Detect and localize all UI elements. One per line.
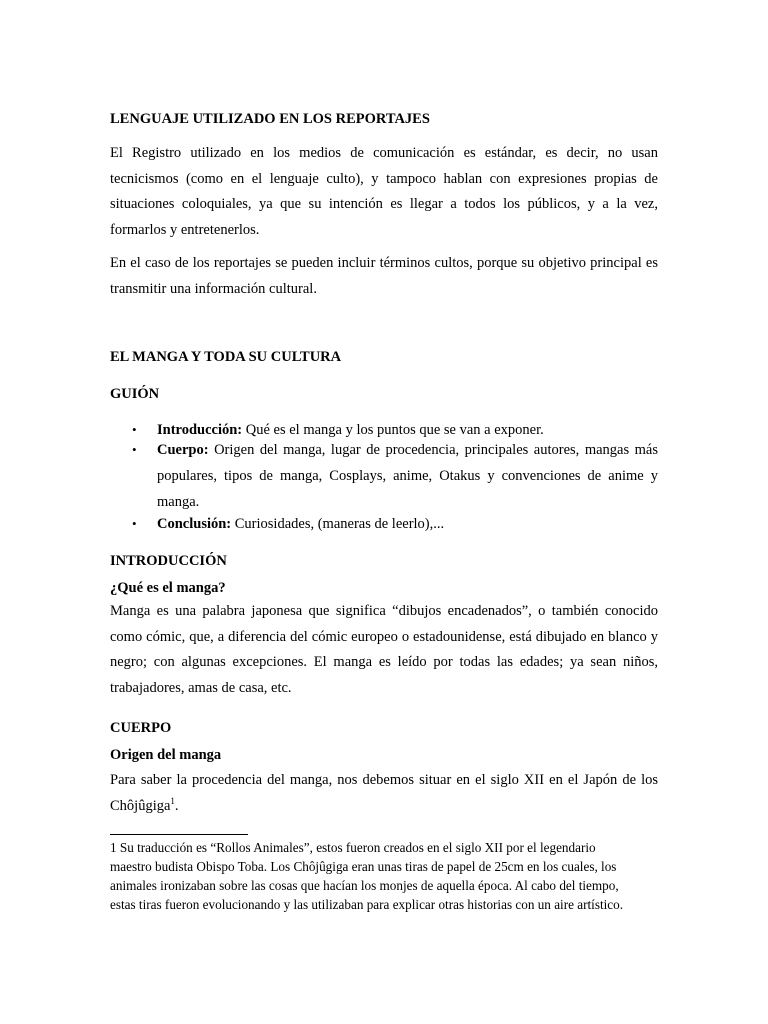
subheading-que-es-manga: ¿Qué es el manga?	[110, 580, 226, 596]
heading-cuerpo: CUERPO	[110, 720, 172, 736]
footnote-reference[interactable]: 1	[170, 795, 175, 806]
list-item-label: Introducción:	[157, 422, 243, 438]
paragraph-manga-definicion: Manga es una palabra japonesa que significa “dibujos encadenados”, o también conocido como cómic, que, a diferencia del cómic europeo o estadounidense, está dibujado en blanco y negro; con algunas excepciones. El manga es leído por todas las edades; ya sean niños, trabajadores, amas de casa, etc.	[110, 603, 658, 696]
list-item-text: Origen del manga, lugar de procedencia, principales autores, mangas más populares, tipos de manga, Cosplays, anime, Otakus y convenciones de anime y manga.	[157, 442, 658, 510]
footnote-divider	[110, 834, 248, 835]
list-item-label: Conclusión:	[157, 516, 232, 532]
guion-list	[110, 421, 658, 533]
bullet-icon: •	[132, 516, 137, 531]
paragraph-procedencia-end: .	[174, 797, 179, 814]
heading-lenguaje: LENGUAJE UTILIZADO EN LOS REPORTAJES	[110, 111, 430, 127]
paragraph-registro: El Registro utilizado en los medios de comunicación es estándar, es decir, no usan tecnicismos (como en el lenguaje culto), y tampoco hablan con expresiones propias de situaciones coloquiales, ya que su intención es llegar a todos los públicos, y a la vez, formarlos y entretenerlos.	[110, 145, 658, 238]
subheading-origen-manga: Origen del manga	[110, 747, 222, 763]
paragraph-reportajes: En el caso de los reportajes se pueden incluir términos cultos, porque su objetivo principal es transmitir una información cultural.	[110, 255, 658, 297]
list-item-label: Cuerpo:	[157, 442, 209, 458]
paragraph-procedencia	[110, 768, 658, 819]
paragraph-procedencia-text: Para saber la procedencia del manga, nos debemos situar en el siglo XII en el Japón de los Chôjûgiga	[110, 772, 658, 814]
list-item	[110, 437, 658, 515]
list-item-text: Curiosidades, (maneras de leerlo),...	[231, 516, 445, 532]
list-item	[110, 515, 658, 533]
bullet-icon: •	[132, 422, 137, 437]
bullet-icon: •	[132, 442, 137, 457]
heading-guion: GUIÓN	[110, 386, 160, 402]
heading-introduccion: INTRODUCCIÓN	[110, 553, 227, 569]
list-item-text: Qué es el manga y los puntos que se van a exponer.	[242, 422, 544, 438]
heading-manga-cultura: EL MANGA Y TODA SU CULTURA	[110, 349, 342, 365]
footnote-1: 1 Su traducción es “Rollos Animales”, estos fueron creados en el siglo XII por el legendario maestro budista Obispo Toba. Los Chôjûgiga eran unas tiras de papel de 25cm en los cuales, los animales ironizaban sobre las cosas que hacían los monjes de aquella época. Al cabo del tiempo, estas tiras fueron evolucionando y las utilizaban para explicar otras historias con un aire artístico.	[110, 840, 624, 912]
